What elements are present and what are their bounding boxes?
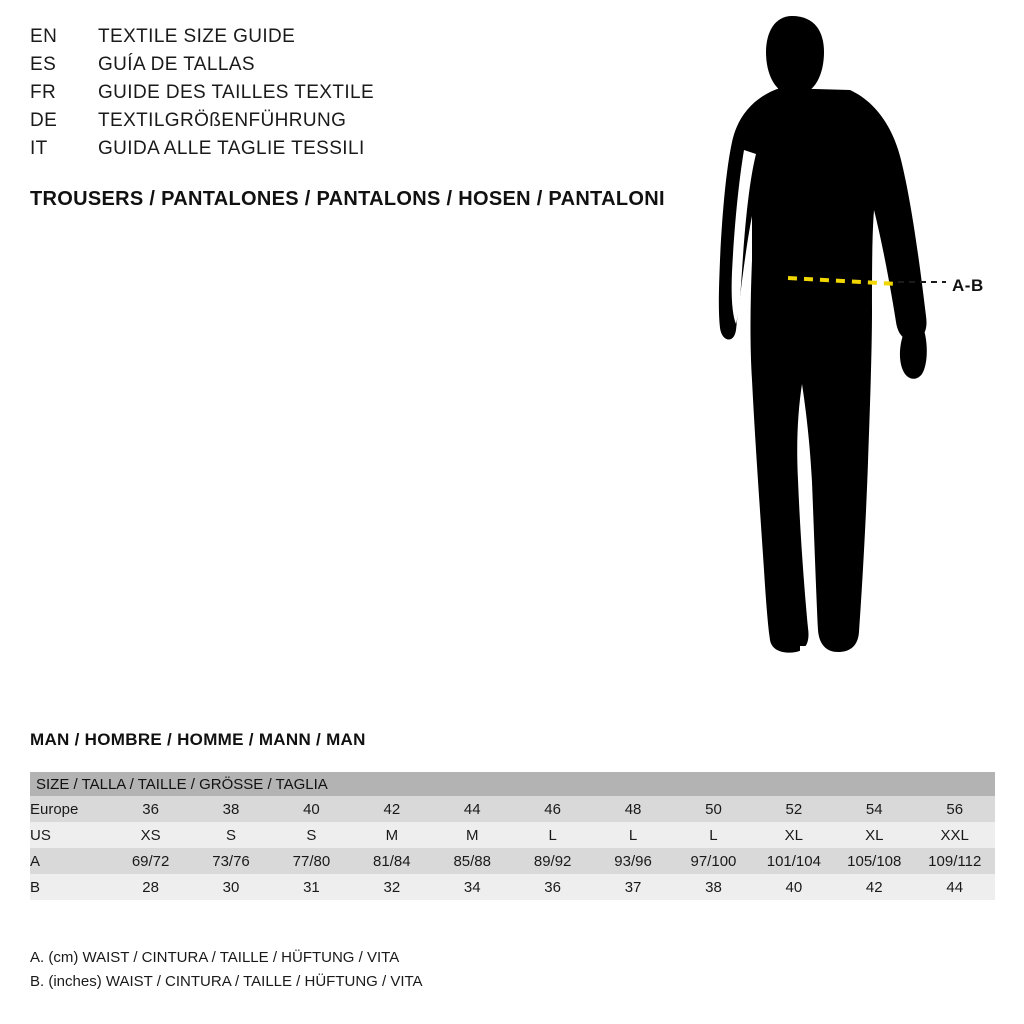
cell: L <box>673 822 753 848</box>
size-table-wrapper <box>30 772 995 900</box>
cell: M <box>352 822 432 848</box>
cell: XS <box>110 822 190 848</box>
language-row <box>30 26 690 54</box>
cell: XL <box>754 822 834 848</box>
row-label: US <box>30 822 110 848</box>
language-code: IT <box>30 138 48 159</box>
language-text: TEXTILE SIZE GUIDE <box>98 26 296 47</box>
cell: 42 <box>834 874 914 900</box>
cell: 54 <box>834 796 914 822</box>
cell: 36 <box>110 796 190 822</box>
cell: 56 <box>914 796 995 822</box>
table-row <box>30 796 995 822</box>
cell: 40 <box>754 874 834 900</box>
table-row <box>30 848 995 874</box>
language-code: EN <box>30 26 58 47</box>
cell: 52 <box>754 796 834 822</box>
row-label: Europe <box>30 796 110 822</box>
cell: 46 <box>512 796 592 822</box>
cell: L <box>593 822 673 848</box>
footnotes-block <box>30 946 423 994</box>
language-code: ES <box>30 54 57 75</box>
cell: XL <box>834 822 914 848</box>
cell: 77/80 <box>271 848 351 874</box>
man-section-title: MAN / HOMBRE / HOMME / MANN / MAN <box>30 730 366 749</box>
cell: 89/92 <box>512 848 592 874</box>
cell: 42 <box>352 796 432 822</box>
language-code: FR <box>30 82 57 103</box>
cell: 36 <box>512 874 592 900</box>
cell: S <box>191 822 271 848</box>
cell: 38 <box>191 796 271 822</box>
male-silhouette-icon <box>700 10 1000 670</box>
row-label: B <box>30 874 110 900</box>
cell: 69/72 <box>110 848 190 874</box>
language-text: GUIDA ALLE TAGLIE TESSILI <box>98 138 365 159</box>
footnote-a: A. (cm) WAIST / CINTURA / TAILLE / HÜFTUNG / VITA <box>30 949 400 966</box>
language-text: GUIDE DES TAILLES TEXTILE <box>98 82 375 103</box>
row-label: A <box>30 848 110 874</box>
language-row <box>30 82 690 110</box>
cell: L <box>512 822 592 848</box>
cell: 85/88 <box>432 848 512 874</box>
cell: 97/100 <box>673 848 753 874</box>
garment-type-title: TROUSERS / PANTALONES / PANTALONS / HOSEN / PANTALONI <box>30 188 665 210</box>
table-header-label: SIZE / TALLA / TAILLE / GRÖSSE / TAGLIA <box>30 772 995 796</box>
cell: 50 <box>673 796 753 822</box>
cell: 30 <box>191 874 271 900</box>
language-code: DE <box>30 110 58 131</box>
measure-label-ab: A-B <box>952 276 984 295</box>
cell: M <box>432 822 512 848</box>
cell: 32 <box>352 874 432 900</box>
table-row <box>30 822 995 848</box>
cell: 34 <box>432 874 512 900</box>
cell: 73/76 <box>191 848 271 874</box>
cell: 48 <box>593 796 673 822</box>
cell: 31 <box>271 874 351 900</box>
footnote-b: B. (inches) WAIST / CINTURA / TAILLE / HÜFTUNG / VITA <box>30 973 423 990</box>
cell: 28 <box>110 874 190 900</box>
language-title-block <box>30 26 690 166</box>
table-row <box>30 874 995 900</box>
cell: 38 <box>673 874 753 900</box>
cell: 44 <box>432 796 512 822</box>
cell: 44 <box>914 874 995 900</box>
cell: 37 <box>593 874 673 900</box>
language-text: TEXTILGRÖßENFÜHRUNG <box>98 110 347 131</box>
cell: S <box>271 822 351 848</box>
table-header-row <box>30 772 995 796</box>
language-text: GUÍA DE TALLAS <box>98 54 255 75</box>
language-row <box>30 138 690 166</box>
cell: 93/96 <box>593 848 673 874</box>
figure-illustration <box>700 10 1000 670</box>
cell: 40 <box>271 796 351 822</box>
cell: 101/104 <box>754 848 834 874</box>
cell: XXL <box>914 822 995 848</box>
cell: 81/84 <box>352 848 432 874</box>
size-table <box>30 772 995 900</box>
cell: 109/112 <box>914 848 995 874</box>
language-row <box>30 110 690 138</box>
cell: 105/108 <box>834 848 914 874</box>
language-row <box>30 54 690 82</box>
